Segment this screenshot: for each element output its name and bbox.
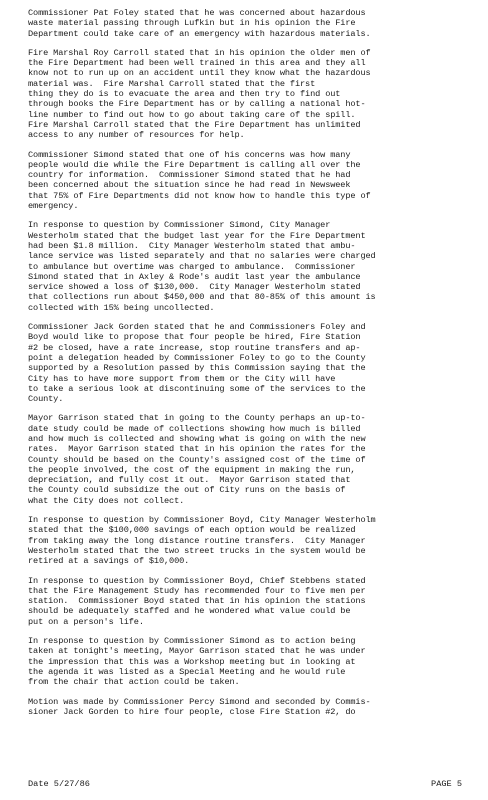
paragraph-gorden-proposal: Commissioner Jack Gorden stated that he and Commissioners Foley and Boyd would like to propose that four people be hired, Fire Station #2 be closed, have a rate increase, stop routine transfers and ap- point a delegation headed by Commissioner Foley to go to the County supported by a Resolution passed by this Commission saying that the City has to have more support from them or the City will have to take a serious look at discontinuing some of the services to the County.	[28, 322, 366, 405]
paragraph-foley-hazardous-waste: Commissioner Pat Foley stated that he was concerned about hazardous waste material passing through Lufkin but in his opinion the Fire Department could take care of an emergency with hazardous materials.	[28, 8, 371, 39]
footer-page-number: PAGE 5	[431, 779, 462, 789]
paragraph-motion: Motion was made by Commissioner Percy Simond and seconded by Commis- sioner Jack Gorden to hire four people, close Fire Station #2, do	[28, 696, 371, 717]
footer-date: Date 5/27/86	[28, 779, 90, 789]
paragraph-simond-concerns: Commissioner Simond stated that one of his concerns was how many people would die while the Fire Department is calling all over the country for information. Commissioner Simond stated that he had been concerned about the situation since he had read in Newsweek that 75% of Fire Departments did not know how to handle this type of emergency.	[28, 149, 371, 212]
paragraph-budget-westerholm: In response to question by Commissioner Simond, City Manager Westerholm stated that the budget last year for the Fire Department had been $1.8 million. City Manager Westerholm stated that ambu- lance service was listed separately and that no salaries were charged to ambulance but overtime was charged to ambulance. Commissioner Simond stated that in Axley & Rode's audit last year the ambulance service showed a loss of $130,000. City Manager Westerholm stated that collections run about $450,000 and that 80-85% of this amount is collected with 15% being uncollected.	[28, 220, 376, 313]
paragraph-mayor-garrison-county: Mayor Garrison stated that in going to the County perhaps an up-to- date study could be made of collections showing how much is billed and how much is collected and showing what is going on with the new rates. Mayor Garrison stated that in his opinion the rates for the County should be based on the County's assigned cost of the time of the people involved, the cost of the equipment in making the run, depreciation, and fully cost it out. Mayor Garrison stated that the County could subsidize the out of City runs on the basis of what the City does not collect.	[28, 413, 366, 506]
paragraph-special-meeting: In response to question by Commissioner Simond as to action being taken at tonight's meeting, Mayor Garrison stated that he was under the impression that this was a Workshop meeting but in looking at the agenda it was listed as a Special Meeting and he would rule from the chair that action could be taken.	[28, 636, 366, 688]
paragraph-boyd-savings: In response to question by Commissioner Boyd, City Manager Westerholm stated that the $100,000 savings of each option would be realized from taking away the long distance routine transfers. City Manager Westerholm stated that the two street trucks in the system would be retired at a savings of $10,000.	[28, 515, 376, 567]
page-footer	[28, 779, 462, 789]
paragraph-fire-marshal-carroll: Fire Marshal Roy Carroll stated that in his opinion the older men of the Fire Department had been well trained in this area and they all know not to run up on an accident until they know what the hazardous material was. Fire Marshal Carroll stated that the first thing they do is to evacuate the area and then try to find out through books the Fire Department has or by calling a national hot- line number to find out how to go about taking care of the spill. Fire Marshal Carroll stated that the Fire Department has unlimited access to any number of resources for help.	[28, 47, 371, 141]
paragraph-boyd-staffing: In response to question by Commissioner Boyd, Chief Stebbens stated that the Fire Management Study has recommended four to five men per station. Commissioner Boyd stated that in his opinion the stations should be adequately staffed and he wondered what value could be put on a person's life.	[28, 575, 366, 627]
